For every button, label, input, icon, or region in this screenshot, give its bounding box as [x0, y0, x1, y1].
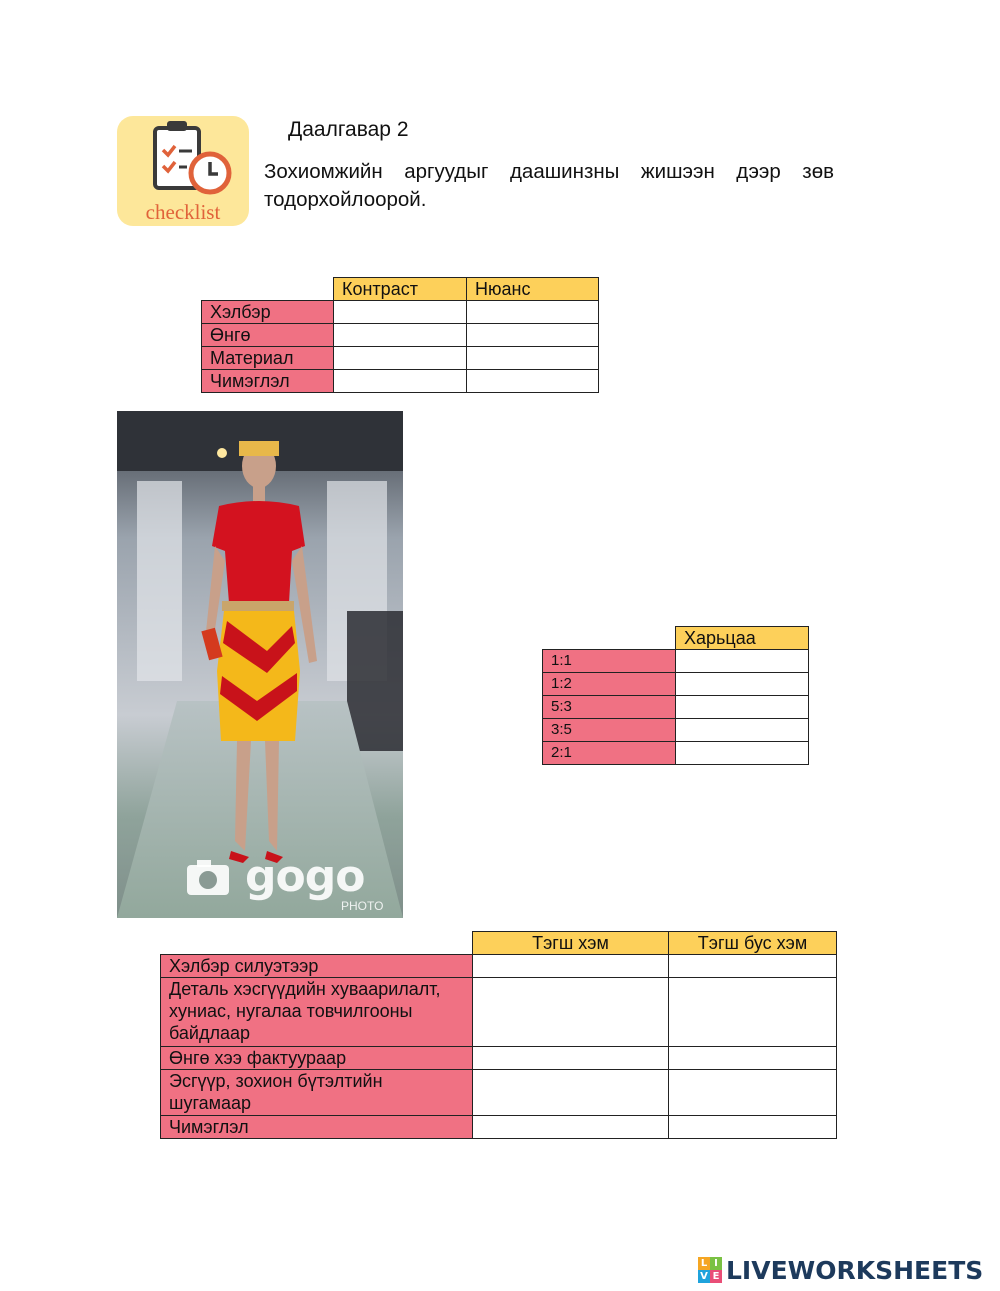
row-label: Чимэглэл: [202, 370, 334, 393]
col-header-contrast: Контраст: [334, 278, 467, 301]
answer-cell[interactable]: [473, 1116, 669, 1139]
photo-watermark: gogo: [245, 851, 365, 902]
row-label: Хэлбэр: [202, 301, 334, 324]
ratio-label: 3:5: [543, 719, 676, 742]
answer-cell[interactable]: [334, 347, 467, 370]
empty-corner: [543, 627, 676, 650]
answer-cell[interactable]: [676, 650, 809, 673]
ratio-table: [542, 626, 809, 765]
brand-mark-letter: I: [710, 1257, 722, 1270]
ratio-label: 1:2: [543, 673, 676, 696]
answer-cell[interactable]: [676, 696, 809, 719]
liveworksheets-logo[interactable]: [698, 1254, 983, 1286]
brand-mark-letter: L: [698, 1257, 710, 1270]
answer-cell[interactable]: [473, 1070, 669, 1116]
row-label: Чимэглэл: [161, 1116, 473, 1139]
row-label: Материал: [202, 347, 334, 370]
col-header-nuance: Нюанс: [467, 278, 599, 301]
symmetry-table: [160, 931, 837, 1139]
empty-corner: [202, 278, 334, 301]
answer-cell[interactable]: [467, 324, 599, 347]
ratio-label: 5:3: [543, 696, 676, 719]
col-header-ratio: Харьцаа: [676, 627, 809, 650]
answer-cell[interactable]: [676, 742, 809, 765]
answer-cell[interactable]: [334, 324, 467, 347]
ratio-label: 1:1: [543, 650, 676, 673]
brand-text: LIVEWORKSHEETS: [726, 1255, 984, 1285]
answer-cell[interactable]: [467, 370, 599, 393]
answer-cell[interactable]: [334, 370, 467, 393]
runway-dress-image: [117, 411, 403, 918]
answer-cell[interactable]: [669, 1070, 837, 1116]
answer-cell[interactable]: [473, 1047, 669, 1070]
answer-cell[interactable]: [467, 347, 599, 370]
answer-cell[interactable]: [669, 978, 837, 1047]
ratio-label: 2:1: [543, 742, 676, 765]
col-header-symmetric: Тэгш хэм: [473, 932, 669, 955]
empty-corner: [161, 932, 473, 955]
brand-mark-letter: E: [710, 1270, 722, 1283]
dress-photo: [117, 411, 403, 918]
icon-label: checklist: [145, 200, 221, 224]
row-label: Деталь хэсгүүдийн хуваарилалт, хуниас, нугалаа товчилгооны байдлаар: [161, 978, 473, 1047]
brand-mark-letter: V: [698, 1270, 710, 1283]
task-title: Даалгавар 2: [288, 118, 409, 141]
photo-watermark-sub: PHOTO: [341, 899, 384, 913]
answer-cell[interactable]: [676, 719, 809, 742]
answer-cell[interactable]: [669, 955, 837, 978]
answer-cell[interactable]: [669, 1116, 837, 1139]
answer-cell[interactable]: [669, 1047, 837, 1070]
answer-cell[interactable]: [467, 301, 599, 324]
row-label: Хэлбэр силуэтээр: [161, 955, 473, 978]
answer-cell[interactable]: [676, 673, 809, 696]
row-label: Өнгө: [202, 324, 334, 347]
contrast-nuance-table: [201, 277, 599, 393]
answer-cell[interactable]: [473, 955, 669, 978]
brand-mark-icon: [698, 1257, 722, 1283]
task-instructions: Зохиомжийн аргуудыг даашинзны жишээн дээр зөв тодорхойлоорой.: [264, 160, 834, 211]
answer-cell[interactable]: [334, 301, 467, 324]
answer-cell[interactable]: [473, 978, 669, 1047]
checklist-icon: [117, 116, 249, 226]
col-header-asymmetric: Тэгш бус хэм: [669, 932, 837, 955]
row-label: Өнгө хээ фактуураар: [161, 1047, 473, 1070]
row-label: Эсгүүр, зохион бүтэлтийн шугамаар: [161, 1070, 473, 1116]
